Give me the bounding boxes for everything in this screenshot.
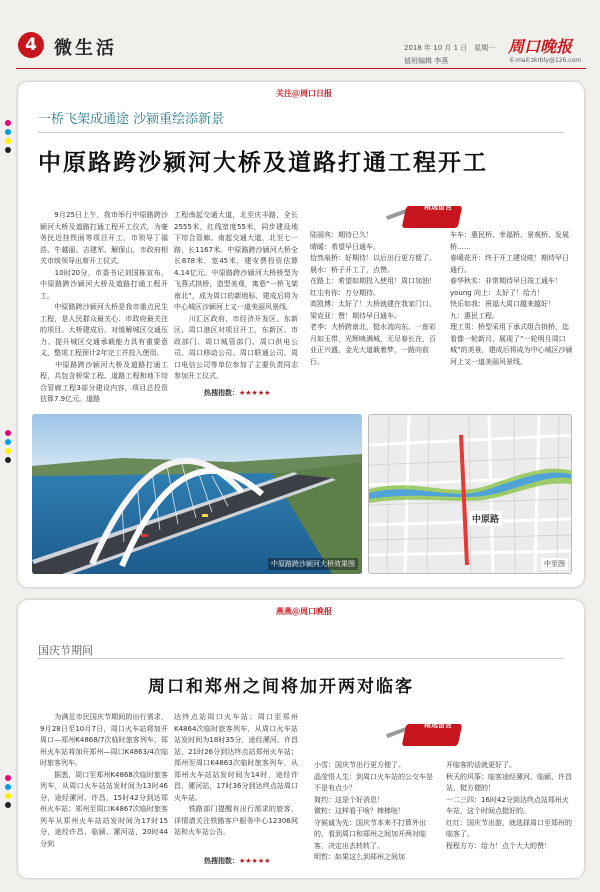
article-column-1: 9月25日上午，我市举行中原路跨沙颍河大桥及道路打通工程开工仪式，为豪务民近挂铁面等项目开工，市领导丁福浩、牛越丽、吉建军、解保山，市政府相关市级领导出席开工仪式。 10时20分，市委书记刘国栋宣布，中原路跨沙颍河大桥及道路打通工程开工。 中原路跨沙颍河大桥是我市重点民生工程，是人民群众最关心、市政府最关注的项目。大桥建成后，对缓解城区交通压力、提升城区交通承载能力具有重要意义，整项工程预计2年完工并投入使用。 中原路跨沙颍河大桥及道路打通工程，共包含桥梁工程、道路工程和地下综合管廊工程3部分建设内容，项目总投资估算7.9亿元。道路 — [40, 211, 168, 403]
article-source: 关注＠周口日报 — [276, 89, 332, 98]
masthead-rule — [16, 68, 586, 69]
rating-label: 热搜指数： — [204, 857, 239, 865]
map-road-label: 中原路 — [469, 511, 502, 526]
featured-comments-tag — [404, 718, 460, 754]
color-dots-bottom — [5, 775, 13, 811]
divider — [38, 132, 564, 133]
newspaper-logo: 周口晚报 — [508, 37, 573, 56]
rating-stars: ★★★★★ — [239, 389, 271, 397]
editor-credit: 值班编辑 李燕 — [404, 57, 449, 65]
article-headline: 周口和郑州之间将加开两对临客 — [148, 677, 414, 697]
hot-search-rating — [204, 856, 270, 866]
route-map — [368, 414, 572, 574]
comments-left-column: 小雪：国庆节出行更方便了。 晶莹悟人生：到周口火车站的公交车是不是有点少？ 简约：这是个好消息！ 微粒：这样看干啥？棒棒哒！ 守候诚为先：国庆节本来不打算外出的，看到周口和郑州之间加开两对临客，决定出去转转了。 明哲：如果这么到郑州之间加 — [314, 761, 433, 861]
rating-stars: ★★★★★ — [239, 857, 271, 865]
bridge-illustration — [32, 414, 362, 574]
hot-search-rating — [204, 388, 270, 398]
color-dots-top — [5, 120, 13, 156]
tag-label: 精选留言 — [424, 721, 452, 729]
rating-label: 热搜指数： — [204, 389, 239, 397]
page-number-badge: 4 — [18, 32, 44, 58]
section-title: 微生活 — [54, 38, 117, 59]
bridge-rendering-photo — [32, 414, 362, 574]
map-source-label: 中至图 — [541, 558, 568, 570]
tag-label: 精选留言 — [424, 203, 452, 211]
article-column-2: 工程南起交通大道，北至庆丰路，全长2555米，红线宽度55米，同步建设地下综合管廊。南起交通大道，北至七一路，长1167米。中原路跨沙颍河大桥全长878米，宽45米，建安费投资估算4.14亿元。中原路跨沙颍河大桥桥型为飞燕式拱桥，造型美观，寓意“一桥飞架南北”，成为周口的新地标，建成后将为中心城区沙颍河上又一道美丽风景线。 川汇区政府、市经济开发区、东新区、周口港区对项目开工，东新区、市政部门、周口城管部门、周口供电公司、周口移动公司、周口联通公司、周口电信公司等单位参加了主要负责同志参加开工仪式。 — [174, 211, 298, 380]
article-column-1: 为满足市民国庆节期间的出行需求，9月28日至10月7日，周口火车站将加开周口—郑州K4868/7次临时旅客列车，郑州火车站将加开郑州—周口K4863/4次临时旅客列车。 据悉，周口至郑州K4868次临时旅客列车，从周口火车站站发时间为13时46分，途经漯河、许昌，15时42分到达郑州火车站；郑州至周口K4867次临时旅客列车从郑州火车站站发时间为17时15分，途经许昌、临颍、漯河站，20时44分到 — [40, 713, 168, 848]
photo-caption: 中原路跨沙颍河大桥效果图 — [268, 558, 358, 570]
article-card-trains — [18, 600, 584, 878]
color-dots-middle — [5, 430, 13, 466]
article-subhead: 国庆节期间 — [38, 644, 93, 657]
comments-right-column: 开临客的话就更好了。 秋天的风筝：临客途经漯河、临颍、许昌站，挺方便的！ 一二三四：16时42分到达终点站郑州火车站，这个时间点挺好的。 红红：国庆节出游，就选择周口至郑州的临客了。 程程方方：给力！点个大大的赞！ — [446, 761, 572, 850]
map-illustration — [369, 415, 572, 574]
masthead — [0, 0, 600, 82]
date-line: 2018 年 10 月 1 日 星期一 — [404, 44, 496, 52]
article-subhead: 一桥飞架成通途 沙颍重绘添新景 — [38, 112, 225, 127]
article-headline: 中原路跨沙颍河大桥及道路打通工程开工 — [38, 149, 488, 176]
article-column-2: 达终点站周口火车站；周口至郑州K4864次临时旅客列车，从周口火车站站发时间为18时35分，途经漯河、许昌站，21时26分到达终点站郑州火车站；郑州至周口K4863次临时旅客列车，从郑州火车站站发时间为14时，途经许昌、漯河站，17时36分到达终点站周口火车站。 铁路部门提醒有出行需求的旅客，详情请关注铁路客户服务中心12306网站和火车站公告。 — [174, 713, 298, 836]
article-card-bridge — [18, 82, 584, 587]
contact-email: E-mail:zkrbly@126.com — [510, 57, 582, 64]
article-source: 燕燕＠周口晚报 — [276, 607, 332, 616]
divider — [38, 658, 564, 659]
comments-left-column: 陆丽宾：期待已久！ 晴暖：希望早日通车。 恰然泉桥：好期待！以后出行更方便了。 晨水：桥子开工了，点赞。 在路上：希望如期投入使用！周口加油！ 红尘有你：万分期待。 高凯博：太好了！大桥就建在我家门口。 梁克亚：赞！期待早日通车。 老李：大桥跨南北，挺水流向东。一座彩月如玉带，光辉映满城，无尽春长在，百业正兴盛，金光大道载着梦，一路向前行。 — [310, 231, 436, 366]
comments-right-column: 车车：惠民桥、幸福桥、景观桥、发展桥…… 春暖花开：终于开工建设啦！期待早日通行。 春华秋实：非常期待早日竣工通车！ young 向上：太好了！给力！ 快乐如我：祝福大周口越来越好！ 九：惠民工程。 理工男：桥型采用下承式组合拱桥，迄看像一轮新月，展现了“一轮明月周口城”的美景，建成后将成为中心城区沙颍河上又一道美丽风景线。 — [450, 231, 573, 366]
